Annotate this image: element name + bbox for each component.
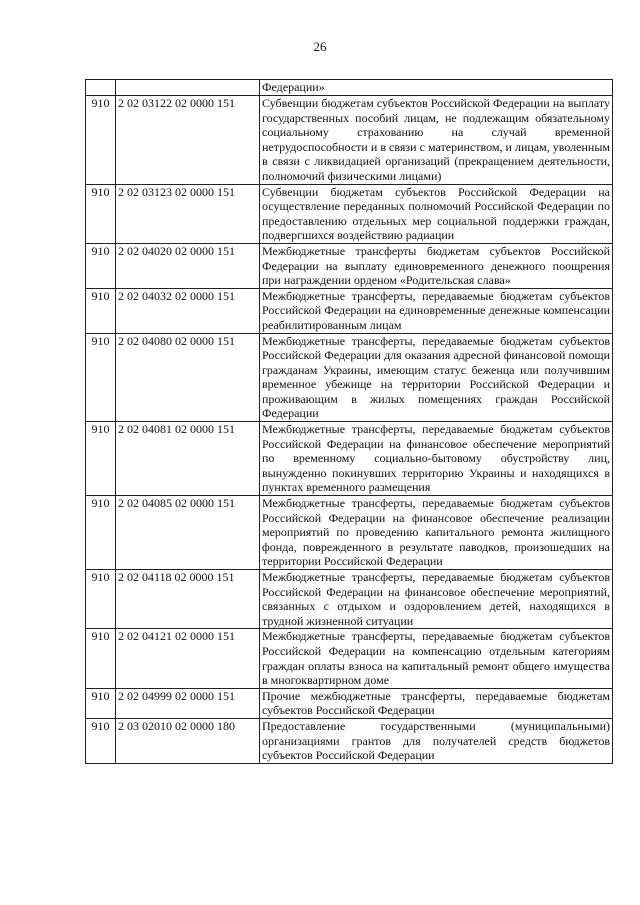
revenue-name-cell: Межбюджетные трансферты, передаваемые бюджетам субъектов Российской Федерации на финансовое обеспечение реализации мероприятий по проведению капитального ремонта жилищного фонда, поврежденного в результате паводков, произошедших на территории Российской Федерации <box>260 496 613 570</box>
revenue-code-cell: 2 02 04032 02 0000 151 <box>116 288 260 333</box>
revenue-name-cell: Субвенции бюджетам субъектов Российской Федерации на осуществление переданных полномочий Российской Федерации по предоставлению отдельных мер социальной поддержки граждан, подвергшихся воздействию радиации <box>260 184 613 243</box>
continuation-row <box>86 80 613 96</box>
revenue-name-cell: Предоставление государственными (муниципальными) организациями грантов для получателей средств бюджетов субъектов Российской Федерации <box>260 718 613 763</box>
table-row <box>86 288 613 333</box>
revenue-name-cell: Межбюджетные трансферты бюджетам субъектов Российской Федерации на выплату единовременного денежного поощрения при награждении орденом «Родительская слава» <box>260 243 613 288</box>
table-row <box>86 718 613 763</box>
revenue-code-cell: 2 02 04020 02 0000 151 <box>116 243 260 288</box>
revenue-code-cell: 2 02 04121 02 0000 151 <box>116 629 260 688</box>
revenue-name-cell: Межбюджетные трансферты, передаваемые бюджетам субъектов Российской Федерации для оказания адресной финансовой помощи гражданам Украины, имеющим статус беженца или получившим временное убежище на территории Российской Федерации и проживающим в жилых помещениях граждан Российской Федерации <box>260 333 613 422</box>
admin-code-cell: 910 <box>86 496 116 570</box>
admin-code-cell: 910 <box>86 288 116 333</box>
admin-code-cell: 910 <box>86 333 116 422</box>
table-row <box>86 422 613 496</box>
admin-code-cell: 910 <box>86 243 116 288</box>
revenue-code-cell: 2 02 04081 02 0000 151 <box>116 422 260 496</box>
revenue-name-cell: Межбюджетные трансферты, передаваемые бюджетам субъектов Российской Федерации на финансовое обеспечение мероприятий по временному социально-бытовому обустройству лиц, вынужденно покинувших территорию Украины и находящихся в пунктах временного размещения <box>260 422 613 496</box>
revenue-code-cell <box>116 80 260 96</box>
table-row <box>86 243 613 288</box>
revenue-code-cell: 2 03 02010 02 0000 180 <box>116 718 260 763</box>
admin-code-cell <box>86 80 116 96</box>
revenue-name-cell: Федерации» <box>260 80 613 96</box>
revenue-name-cell: Прочие межбюджетные трансферты, передаваемые бюджетам субъектов Российской Федерации <box>260 688 613 718</box>
table-row <box>86 333 613 422</box>
table-row <box>86 629 613 688</box>
revenue-name-cell: Субвенции бюджетам субъектов Российской Федерации на выплату государственных пособий лицам, не подлежащим обязательному социальному страхованию на случай временной нетрудоспособности и в связи с материнством, и лицам, уволенным в связи с ликвидацией организаций (прекращением деятельности, полномочий физическими лицами) <box>260 96 613 185</box>
revenue-code-cell: 2 02 04118 02 0000 151 <box>116 570 260 629</box>
admin-code-cell: 910 <box>86 688 116 718</box>
table-row <box>86 184 613 243</box>
table-row <box>86 570 613 629</box>
page-number: 26 <box>313 39 327 54</box>
table-body <box>86 80 613 764</box>
revenue-code-cell: 2 02 04080 02 0000 151 <box>116 333 260 422</box>
admin-code-cell: 910 <box>86 570 116 629</box>
revenue-code-cell: 2 02 04999 02 0000 151 <box>116 688 260 718</box>
revenue-code-cell: 2 02 04085 02 0000 151 <box>116 496 260 570</box>
admin-code-cell: 910 <box>86 96 116 185</box>
table-row <box>86 496 613 570</box>
admin-code-cell: 910 <box>86 718 116 763</box>
table-row <box>86 688 613 718</box>
admin-code-cell: 910 <box>86 422 116 496</box>
revenue-codes-table <box>85 79 613 764</box>
revenue-code-cell: 2 02 03122 02 0000 151 <box>116 96 260 185</box>
revenue-name-cell: Межбюджетные трансферты, передаваемые бюджетам субъектов Российской Федерации на единовременные денежные компенсации реабилитированным лицам <box>260 288 613 333</box>
admin-code-cell: 910 <box>86 629 116 688</box>
revenue-name-cell: Межбюджетные трансферты, передаваемые бюджетам субъектов Российской Федерации на финансовое обеспечение мероприятий, связанных с отдыхом и оздоровлением детей, находящихся в трудной жизненной ситуации <box>260 570 613 629</box>
table-row <box>86 96 613 185</box>
revenue-code-cell: 2 02 03123 02 0000 151 <box>116 184 260 243</box>
revenue-name-cell: Межбюджетные трансферты, передаваемые бюджетам субъектов Российской Федерации на компенсацию отдельным категориям граждан оплаты взноса на капитальный ремонт общего имущества в многоквартирном доме <box>260 629 613 688</box>
admin-code-cell: 910 <box>86 184 116 243</box>
